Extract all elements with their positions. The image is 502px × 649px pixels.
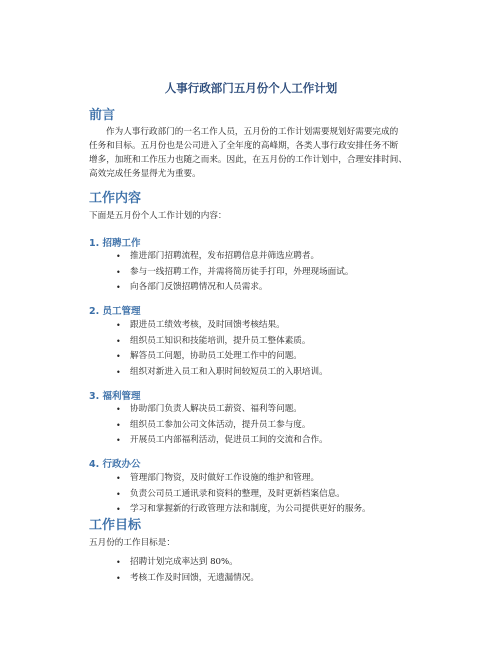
benefits-list (89, 402, 328, 449)
employee-management-list (89, 318, 328, 380)
bullet-icon: • (116, 573, 121, 583)
bullet-icon: • (116, 267, 121, 277)
recruitment-list (89, 249, 353, 296)
document-title: 人事行政部门五月份个人工作计划 (164, 81, 338, 95)
preface-line: 增多，加班和工作压力也随之而来。因此，在五月份的工作计划中，合理安排时间、 (89, 155, 407, 165)
list-item: • 推进部门招聘流程，发布招聘信息并筛选应聘者。 (89, 249, 353, 265)
list-item: • 管理部门物资，及时做好工作设施的维护和管理。 (89, 471, 371, 487)
bullet-icon: • (116, 558, 121, 567)
admin-list (89, 471, 371, 518)
list-item: • 组织对新进入员工和入职时间较短员工的入职培训。 (89, 365, 328, 381)
bullet-icon: • (116, 420, 121, 430)
bullet-icon: • (116, 283, 121, 292)
list-item: • 学习和掌握新的行政管理方法和制度，为公司提供更好的服务。 (89, 502, 371, 518)
list-item: • 负责公司员工通讯录和资料的整理，及时更新档案信息。 (89, 487, 371, 503)
bullet-icon: • (116, 489, 121, 499)
list-item: • 招聘计划完成率达到 80%。 (89, 555, 259, 571)
bullet-icon: • (116, 436, 121, 445)
bullet-icon: • (116, 336, 121, 346)
bullet-icon: • (116, 352, 121, 361)
list-item: • 开展员工内部福利活动，促进员工间的交流和合作。 (89, 433, 328, 449)
goals-heading: 工作目标 (89, 518, 142, 533)
work-content-intro: 下面是五月份个人工作计划的内容： (89, 211, 227, 221)
bullet-icon: • (116, 505, 121, 514)
section-heading-recruitment: 1. 招聘工作 (89, 238, 141, 249)
work-content-heading: 工作内容 (89, 191, 142, 206)
preface-line: 任务和目标。五月份也是公司进入了全年度的高峰期，各类人事行政安排任务不断 (89, 141, 399, 151)
preface-line: 作为人事行政部门的一名工作人员，五月份的工作计划需要规划好需要完成的 (106, 127, 399, 137)
goals-intro: 五月份的工作目标是： (89, 538, 175, 548)
list-item: • 跟进员工绩效考核，及时回馈考核结果。 (89, 318, 328, 334)
preface-line: 高效完成任务显得尤为重要。 (89, 169, 201, 179)
section-heading-admin: 4. 行政办公 (89, 459, 141, 470)
list-item: • 组织员工参加公司文体活动，提升员工参与度。 (89, 418, 328, 434)
section-heading-benefits: 3. 福利管理 (89, 391, 141, 402)
list-item: • 参与一线招聘工作，并需将简历徒手打印，外理现场面试。 (89, 265, 353, 281)
list-item: • 考核工作及时回馈，无遗漏情况。 (89, 571, 259, 587)
bullet-icon: • (116, 405, 121, 414)
bullet-icon: • (116, 367, 121, 377)
section-heading-employee-management: 2. 员工管理 (89, 306, 141, 317)
preface-heading: 前言 (89, 108, 116, 123)
bullet-icon: • (116, 474, 121, 483)
preface-paragraph (89, 125, 419, 181)
list-item: • 解答员工问题，协助员工处理工作中的问题。 (89, 349, 328, 365)
list-item: • 协助部门负责人解决员工薪资、福利等问题。 (89, 402, 328, 418)
goals-list (89, 555, 259, 586)
list-item: • 向各部门反馈招聘情况和人员需求。 (89, 280, 353, 296)
bullet-icon: • (116, 321, 121, 330)
list-item: • 组织员工知识和技能培训，提升员工整体素质。 (89, 334, 328, 350)
bullet-icon: • (116, 252, 121, 261)
